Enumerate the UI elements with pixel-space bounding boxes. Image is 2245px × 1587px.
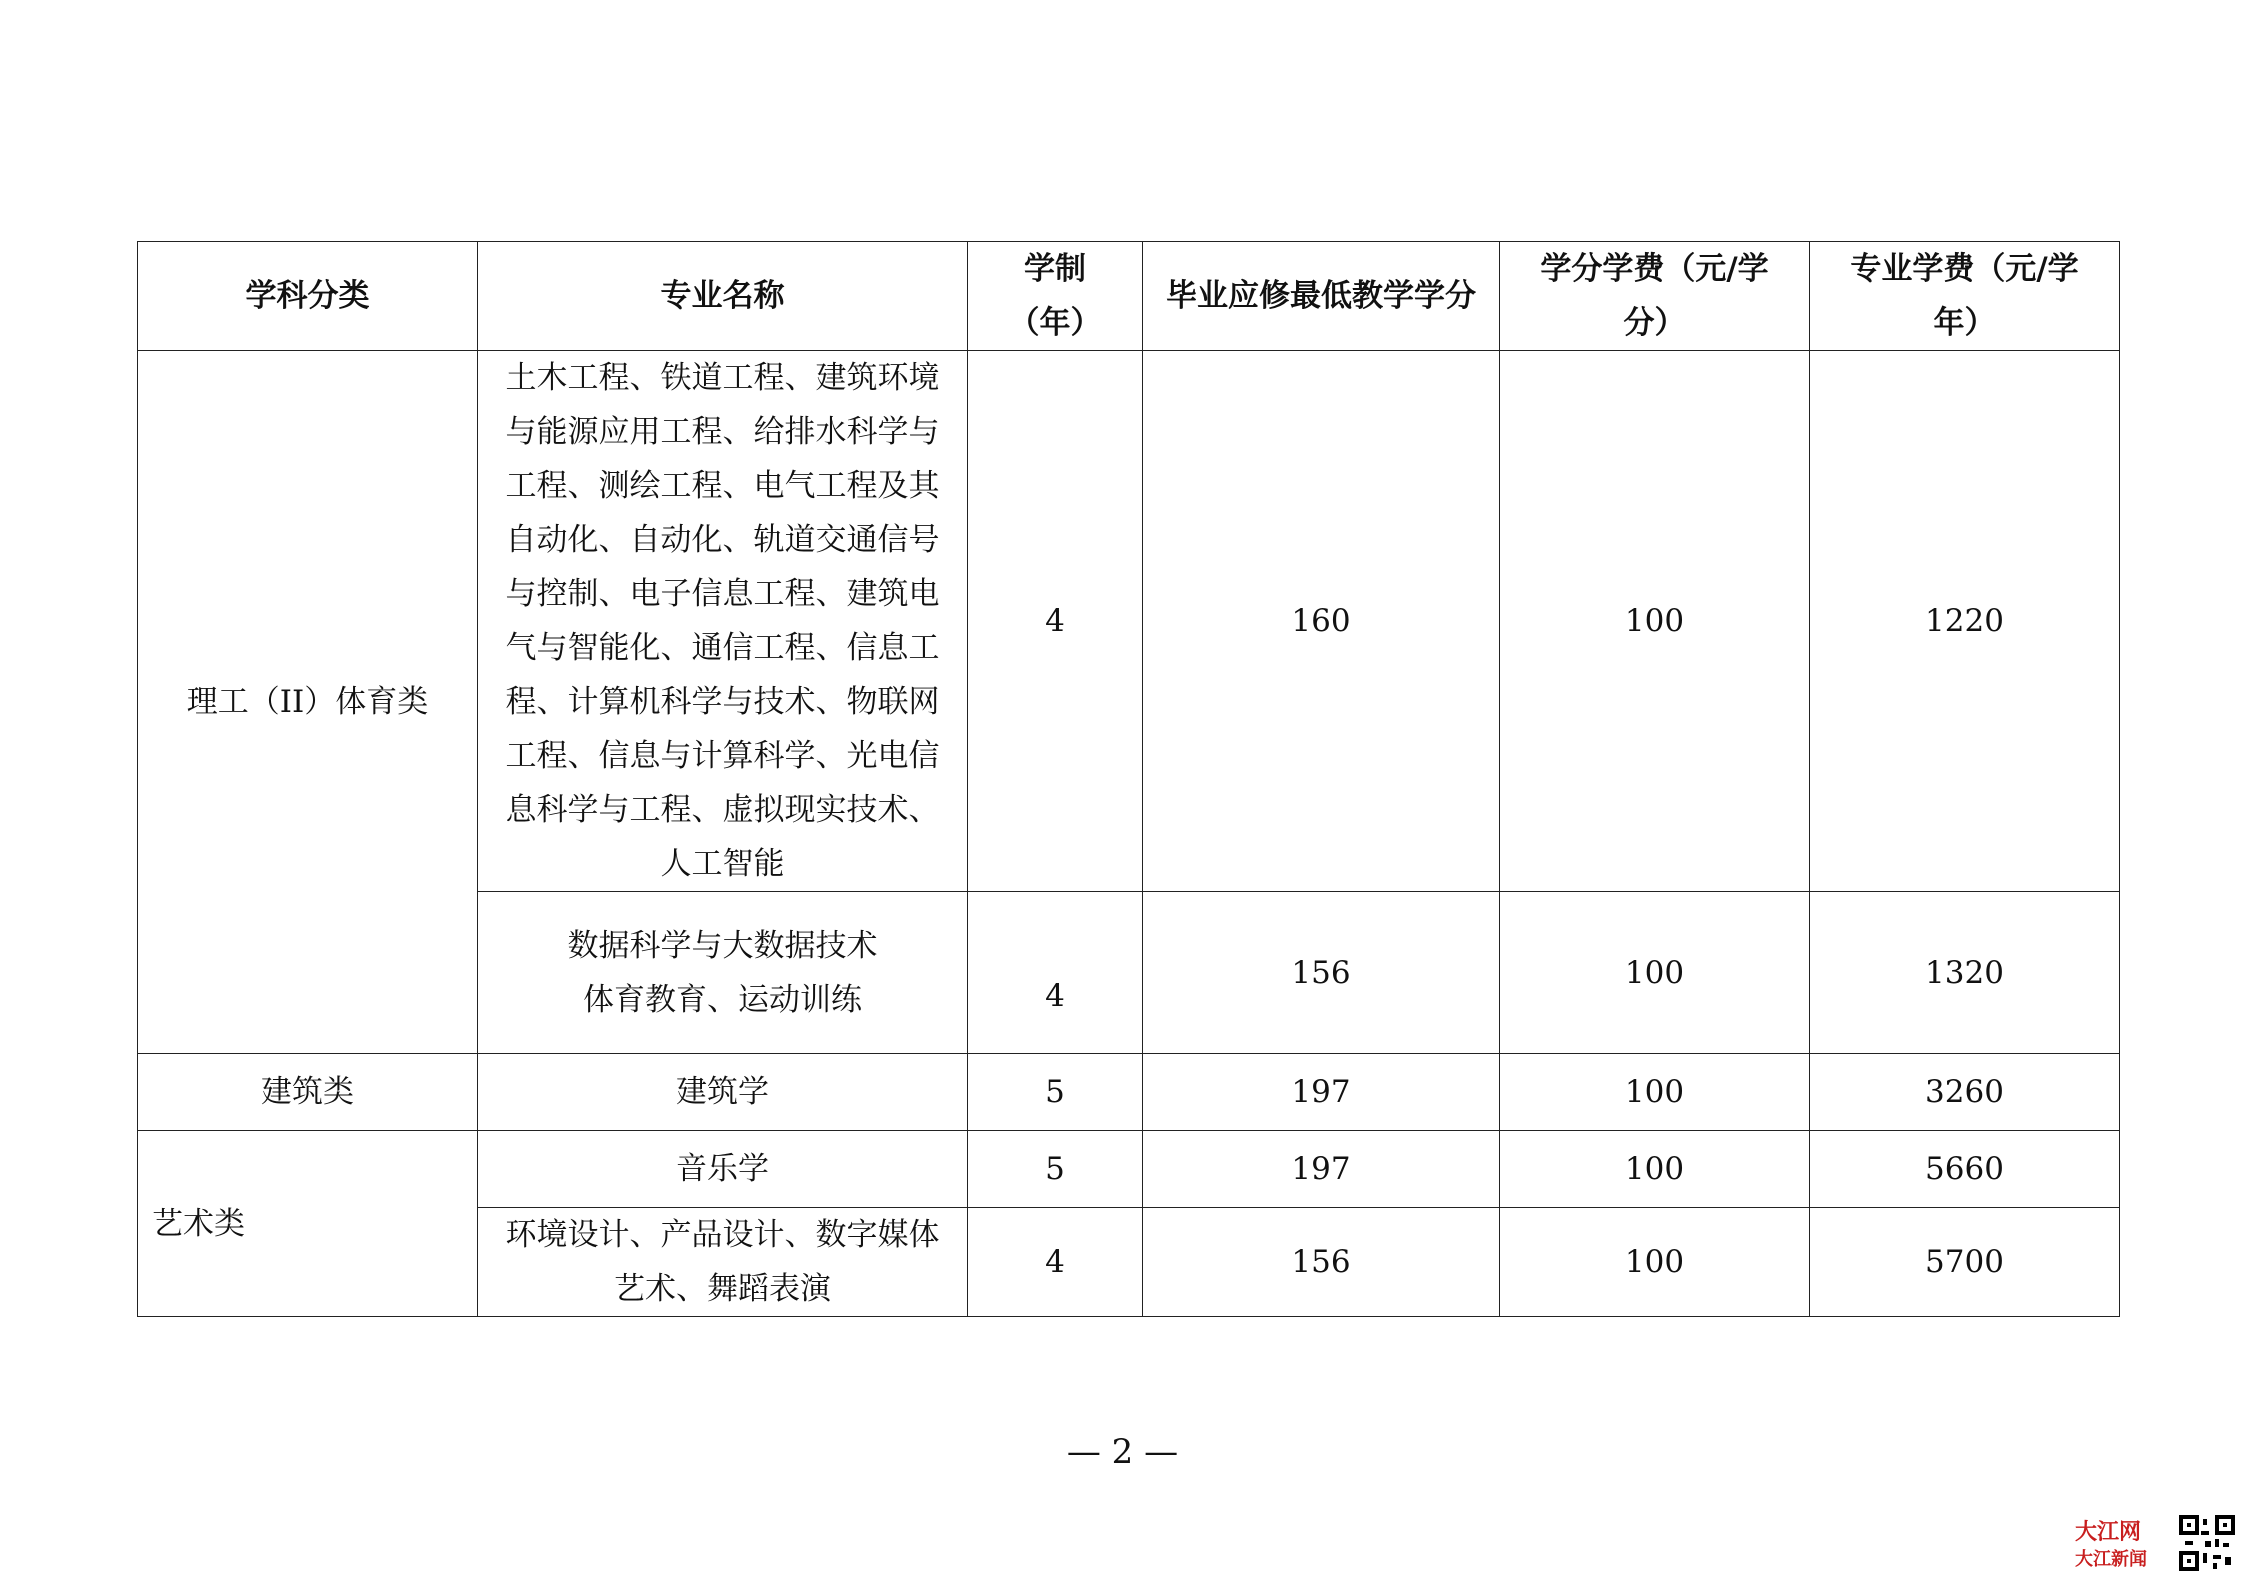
years-cell: 5 (968, 1054, 1143, 1131)
annual-fee-cell: 1320 (1810, 892, 2120, 1054)
credit-fee-cell: 100 (1500, 892, 1810, 1054)
credit-fee-cell: 100 (1500, 1054, 1810, 1131)
major-cell: 音乐学 (478, 1131, 968, 1208)
major-line: 数据科学与大数据技术 (567, 927, 878, 964)
watermark-logo: 大江网 (2075, 1519, 2142, 1545)
major-line: 土木工程、铁道工程、建筑环境 (505, 360, 940, 396)
credits-cell: 160 (1143, 351, 1500, 892)
years-cell: 4 (968, 892, 1143, 1054)
annual-fee-cell: 3260 (1810, 1054, 2120, 1131)
header-credits: 毕业应修最低教学学分 (1143, 242, 1500, 351)
major-cell (478, 351, 968, 892)
major-line: 环境设计、产品设计、数字媒体 (505, 1217, 940, 1253)
qr-code-icon (2179, 1515, 2235, 1571)
major-line: 艺术、舞蹈表演 (614, 1271, 831, 1307)
major-line: 自动化、自动化、轨道交通信号 (505, 522, 940, 558)
credits-cell: 156 (1143, 892, 1500, 1054)
watermark (2075, 1515, 2235, 1579)
years-cell: 4 (968, 1208, 1143, 1317)
header-category: 学科分类 (138, 242, 478, 351)
major-cell (478, 892, 968, 1054)
years-cell: 4 (968, 351, 1143, 892)
major-cell: 建筑学 (478, 1054, 968, 1131)
header-credit-fee: 学分学费（元/学分） (1500, 242, 1810, 351)
major-line: 气与智能化、通信工程、信息工 (505, 630, 940, 666)
table-row (138, 1131, 2120, 1208)
annual-fee-cell: 5700 (1810, 1208, 2120, 1317)
years-cell: 5 (968, 1131, 1143, 1208)
major-line: 程、计算机科学与技术、物联网 (505, 684, 940, 720)
annual-fee-cell: 5660 (1810, 1131, 2120, 1208)
category-cell: 艺术类 (138, 1131, 478, 1317)
credits-cell: 197 (1143, 1054, 1500, 1131)
header-years: 学制（年） (968, 242, 1143, 351)
major-line: 人工智能 (660, 846, 785, 882)
page-number: — 2 — (1066, 1432, 1179, 1472)
category-cell: 建筑类 (138, 1054, 478, 1131)
credit-fee-cell: 100 (1500, 1208, 1810, 1317)
major-line: 息科学与工程、虚拟现实技术、 (505, 792, 940, 828)
category-cell: 理工（II）体育类 (138, 351, 478, 1054)
major-line: 工程、测绘工程、电气工程及其 (505, 468, 940, 504)
table-row (138, 351, 2120, 892)
credit-fee-cell: 100 (1500, 351, 1810, 892)
credits-cell: 156 (1143, 1208, 1500, 1317)
table-header-row (138, 242, 2120, 351)
header-major: 专业名称 (478, 242, 968, 351)
credits-cell: 197 (1143, 1131, 1500, 1208)
major-line: 与能源应用工程、给排水科学与 (505, 414, 940, 450)
watermark-subtitle: 大江新闻 (2075, 1549, 2147, 1570)
major-line: 与控制、电子信息工程、建筑电 (505, 576, 940, 612)
major-cell (478, 1208, 968, 1317)
credit-fee-cell: 100 (1500, 1131, 1810, 1208)
header-annual-fee: 专业学费（元/学年） (1810, 242, 2120, 351)
major-line: 工程、信息与计算科学、光电信 (505, 738, 940, 774)
major-line: 体育教育、运动训练 (583, 981, 862, 1018)
annual-fee-cell: 1220 (1810, 351, 2120, 892)
tuition-table (137, 241, 2120, 1317)
table-row (138, 1054, 2120, 1131)
